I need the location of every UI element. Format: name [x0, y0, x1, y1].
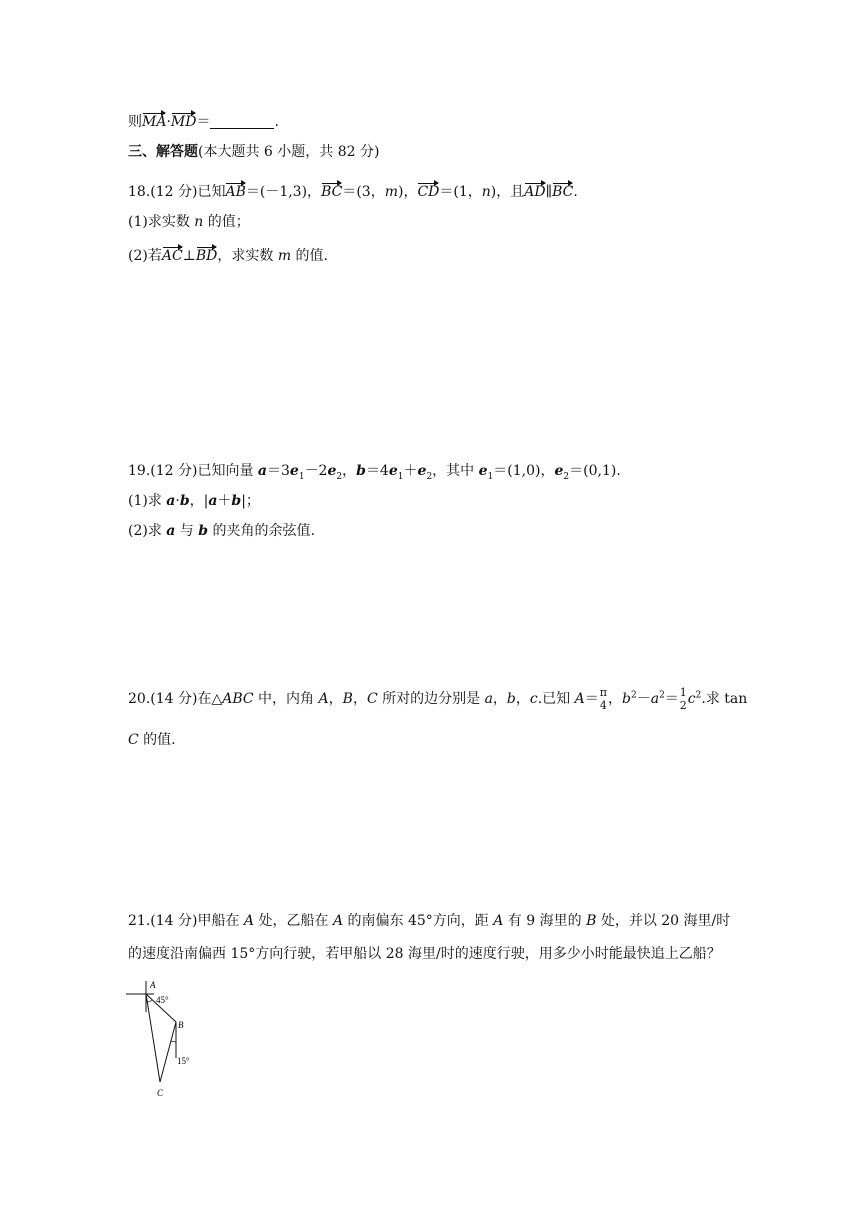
label-B: B: [178, 1020, 184, 1030]
q18-stem: 18.(12 分)已知AB＝(－1,3)，BC＝(3，m)，CD＝(1，n)，且AD∥BC.: [128, 184, 578, 200]
label-C: C: [157, 1088, 164, 1098]
segment-AC: [146, 994, 160, 1082]
vector-MA: MA: [142, 114, 167, 130]
angle-arc-15: [171, 1041, 176, 1042]
q21-stem-line2: 的速度沿南偏西 15°方向行驶，若甲船以 28 海里/时的速度行驶，用多少小时能最快追上乙船？: [128, 946, 721, 962]
answer-blank: [210, 114, 274, 129]
fraction-pi-over-4: π 4: [599, 686, 607, 712]
q19-part1: (1)求 a·b，|a＋b|；: [128, 493, 260, 509]
label-angle-15: 15°: [177, 1056, 190, 1066]
label-A: A: [150, 980, 156, 990]
ship-navigation-figure: [120, 976, 210, 1102]
q20-stem: 20.(14 分)在△ABC 中，内角 A，B，C 所对的边分别是 a，b，c.已知 A＝ π 4 ，$b^2-a^2=$ 1 2 $c^2$.求 tan: [128, 686, 748, 712]
q20-line2: C 的值.: [128, 732, 176, 748]
q19-stem: 19.(12 分)已知向量 $a=3e_1-2e_2$，$b=4e_1+e_2$，其中 $e_1=(1,0)$，$e_2=(0,1)$.: [128, 463, 621, 482]
label-angle-45: 45°: [156, 995, 169, 1005]
fraction-one-half: 1 2: [679, 686, 687, 712]
vector-MD: MD: [170, 114, 197, 130]
q18-part2: (2)若AC⊥BD，求实数 m 的值.: [128, 248, 328, 264]
q19-part2: (2)求 a 与 b 的夹角的余弦值.: [128, 523, 315, 539]
q18-part1: (1)求实数 n 的值；: [128, 214, 250, 230]
q21-stem-line1: 21.(14 分)甲船在 A 处，乙船在 A 的南偏东 45°方向，距 A 有 9 海里的 B 处，并以 20 海里/时: [128, 913, 731, 929]
q17-tail: 则MA·MD＝ .: [128, 114, 279, 130]
section-heading: 三、解答题(本大题共 6 小题，共 82 分): [128, 144, 380, 160]
segment-BC: [160, 1022, 176, 1082]
